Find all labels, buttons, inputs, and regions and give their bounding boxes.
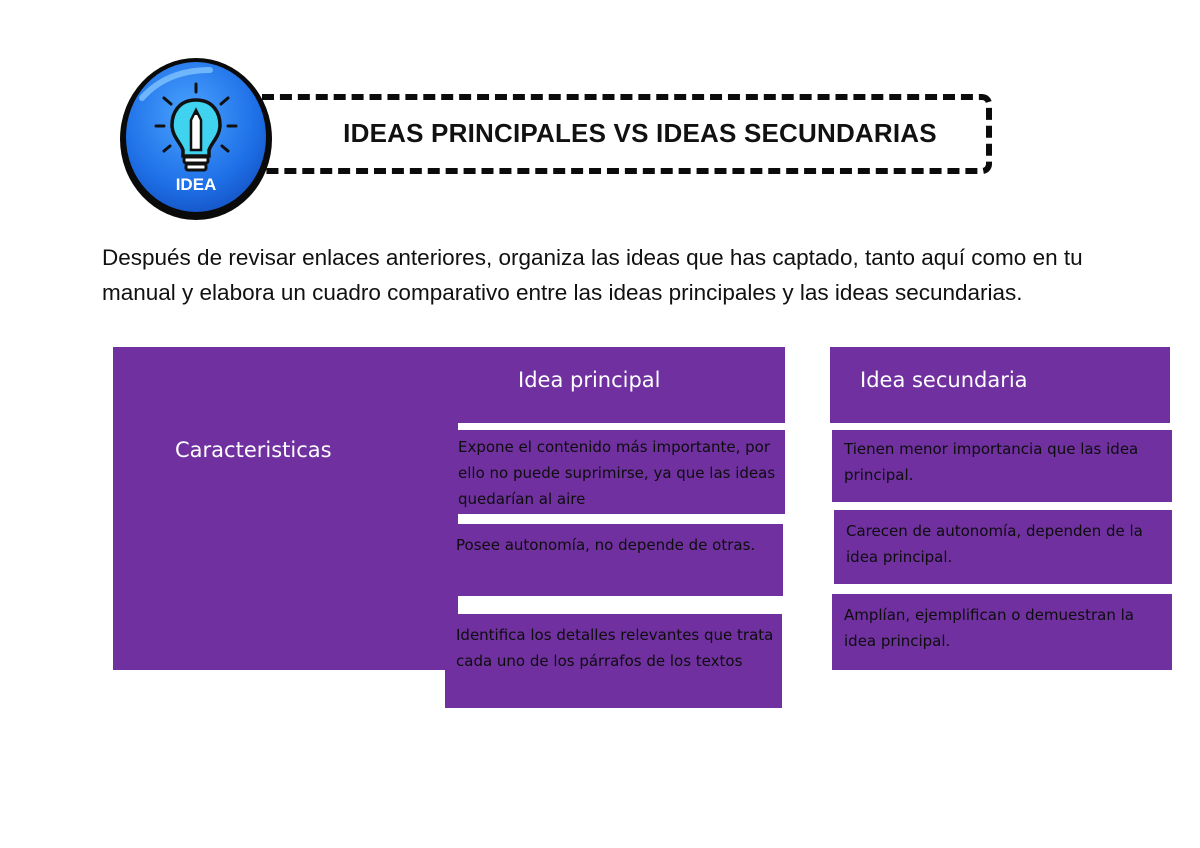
secondary-idea-item: Amplían, ejemplifican o demuestran la idea principal. [844,606,1134,650]
main-idea-header: Idea principal [518,368,661,392]
secondary-idea-header: Idea secundaria [860,368,1028,392]
main-idea-item: Expone el contenido más importante, por ello no puede suprimirse, ya que las ideas quedarían al aire [458,438,776,508]
characteristics-label: Caracteristicas [175,438,332,462]
instructions-text: Después de revisar enlaces anteriores, organiza las ideas que has captado, tanto aquí como en tu manual y elabora un cuadro comparativo entre las ideas principales y las ideas secundarias. [102,245,1083,305]
idea-badge [112,48,282,224]
main-idea-item: Posee autonomía, no depende de otras. [456,536,756,554]
main-idea-item: Identifica los detalles relevantes que trata cada uno de los párrafos de los textos [456,626,774,670]
page-title: IDEAS PRINCIPALES VS IDEAS SECUNDARIAS [343,118,937,148]
badge-label: IDEA [175,175,217,194]
secondary-idea-item: Tienen menor importancia que las idea principal. [844,440,1139,484]
characteristics-cell [113,347,458,670]
secondary-idea-item: Carecen de autonomía, dependen de la idea principal. [846,522,1143,566]
